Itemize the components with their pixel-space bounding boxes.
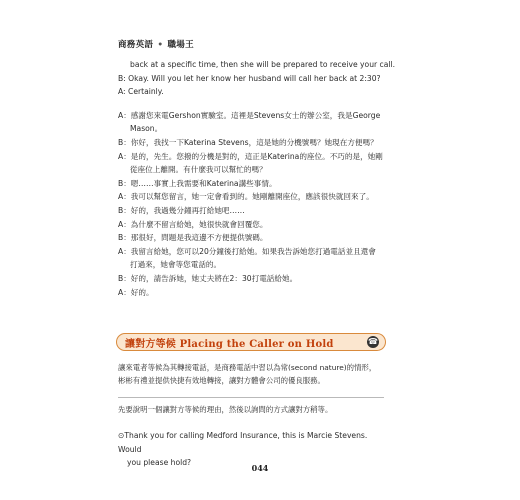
running-head-series: 職場王 <box>167 40 194 50</box>
translation-line: B：嗯……事實上我需要和Katerina講些事情。 <box>118 178 277 188</box>
translation-line: B：你好，我找一下Katerina Stevens，這是她的分機號嗎？她現在方便嗎？ <box>118 137 378 147</box>
section-heading <box>116 333 386 351</box>
example-line: ⊙Thank you for calling Medford Insurance, this is Marcie Stevens. Would <box>118 431 368 454</box>
intro-line: 彬彬有禮並提供快捷有效地轉接，讓對方體會公司的優良服務。 <box>118 376 325 385</box>
translation-line: A：感謝您來電Gershon實驗室。這裡是Stevens女士的辦公室，我是George <box>118 110 381 120</box>
tip-paragraph <box>118 403 393 416</box>
dialogue-line: A: Certainly. <box>118 87 164 97</box>
translation-line: Mason。 <box>130 124 163 134</box>
translation-line: 從座位上離開。有什麼我可以幫忙的嗎？ <box>130 165 267 175</box>
translation-line: A：好的。 <box>118 287 154 297</box>
dialogue-line: B: Okay. Will you let her know her husband will call her back at 2:30? <box>118 73 381 83</box>
translation-line: B：好的，請告訴她，她丈夫將在2：30打電話給她。 <box>118 273 298 283</box>
running-head-book: 商務英語 <box>118 40 154 50</box>
translation-line: B：那很好，問題是我這邊不方便提供號碼。 <box>118 233 268 243</box>
translation-line: B：好的，我過幾分鐘再打給她吧…… <box>118 205 245 215</box>
intro-line: 讓來電者等候為其轉接電話，是商務電話中習以為常(second nature)的情形， <box>118 363 377 372</box>
headset-icon: ☎ <box>368 336 378 346</box>
divider <box>118 397 384 398</box>
dialogue-line: back at a specific time, then she will be prepared to receive your call. <box>130 60 395 69</box>
running-head-separator: • <box>157 40 164 50</box>
example-line: you please hold? <box>127 458 192 467</box>
section-title: 讓對方等候 Placing the Caller on Hold <box>125 339 334 350</box>
translation-line: A：是的，先生。您撥的分機是對的，這正是Katerina的座位。不巧的是，她剛 <box>118 151 383 161</box>
tip-line: 先要說明一個讓對方等候的理由，然後以詢問的方式讓對方稍等。 <box>118 405 333 414</box>
translation-line: A：我可以幫您留言，她一定會看到的。她剛離開座位，應該很快就回來了。 <box>118 192 374 202</box>
translation-line: 打過來，她會等您電話的。 <box>130 260 222 270</box>
page-number: 044 <box>251 463 269 473</box>
dialogue-block <box>118 58 393 299</box>
running-head <box>118 38 194 50</box>
translation-line: A：為什麼不留言給她，她很快就會回覆您。 <box>118 219 268 229</box>
translation-line: A：我留言給她，您可以20分鐘後打給她。如果我告訴她您打過電話並且還會 <box>118 246 376 256</box>
intro-paragraph <box>118 361 393 387</box>
